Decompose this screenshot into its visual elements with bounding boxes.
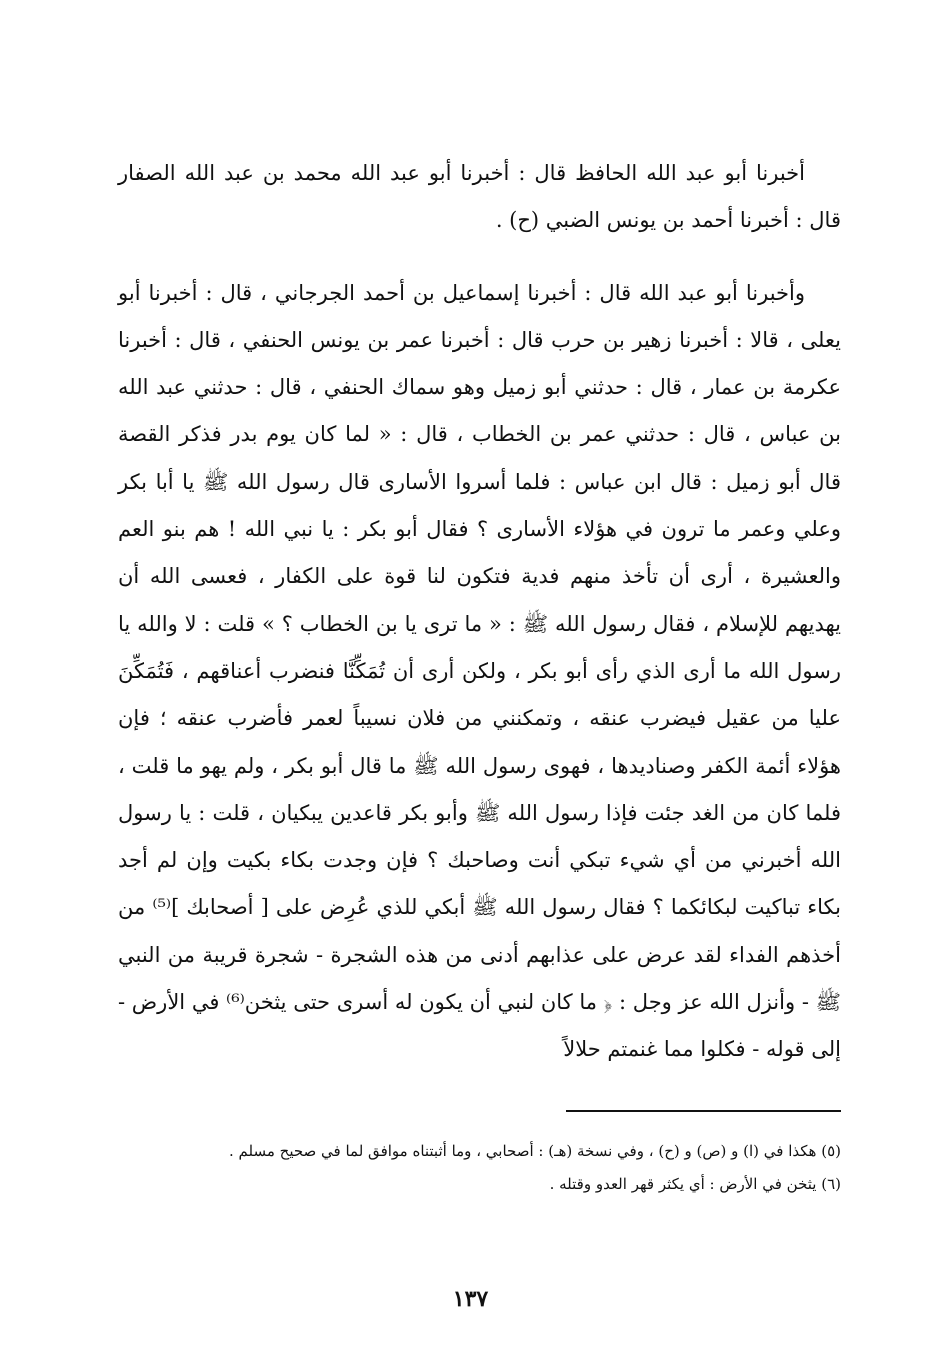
footnote-6: (٦) يثخن في الأرض : أي يكثر قهر العدو وقتله . (549, 1175, 841, 1193)
footnote-separator (566, 1110, 841, 1112)
paragraph-hadith: وأخبرنا أبو عبد الله قال : أخبرنا إسماعيل بن أحمد الجرجاني ، قال : أخبرنا أبو يعلى ، قالا : أخبرنا زهير بن حرب قال : أخبرنا عمر بن يونس الحنفي ، قال : أخبرنا عكرمة بن عمار ، قال : حدثني أبو زميل وهو سماك الحنفي ، قال : حدثني عبد الله بن عباس ، قال : حدثني عمر بن الخطاب ، قال : « لما كان يوم بدر فذكر القصة قال أبو زميل : قال ابن عباس : فلما أسروا الأسارى قال رسول الله ﷺ يا أبا بكر وعلي وعمر ما ترون في هؤلاء الأسارى ؟ فقال أبو بكر : يا نبي الله ! هم بنو العم والعشيرة ، أرى أن تأخذ منهم فدية فتكون لنا قوة على الكفار ، فعسى الله أن يهديهم للإسلام ، فقال رسول الله ﷺ : « ما ترى يا بن الخطاب ؟ » قلت : لا والله يا رسول الله ما أرى الذي رأى أبو بكر ، ولكن أرى أن تُمَكِّنَّا فنضرب أعناقهم ، فَتُمَكِّنَ عليا من عقيل فيضرب عنقه ، وتمكنني من فلان نسيباً لعمر فأضرب عنقه ؛ فإن هؤلاء أئمة الكفر وصناديدها ، فهوى رسول الله ﷺ ما قال أبو بكر ، ولم يهو ما قلت ، فلما كان من الغد جئت فإذا رسول الله ﷺ وأبو بكر قاعدين يبكيان ، قلت : يا رسول الله أخبرني من أي شيء تبكي أنت وصاحبك ؟ فإن وجدت بكاء بكيت وإن لم أجد بكاء تباكيت لبكائكما ؟ فقال رسول الله ﷺ أبكي للذي عُرِض على [ أصحابك ]⁽⁵⁾ من أخذهم الفداء لقد عرض على عذابهم أدنى من هذه الشجرة - شجرة قريبة من النبي ﷺ - وأنزل الله عز وجل : ﴿ ما كان لنبي أن يكون له أسرى حتى يثخن⁽⁶⁾ في الأرض - إلى قوله - فكلوا مما غنمتم حلالاً (118, 280, 841, 1062)
footnote-5: (٥) هكذا في (ا) و (ص) و (ح) ، وفي نسخة (هـ) : أصحابي ، وما أثبتناه موافق لما في صحيح مسلم . (228, 1142, 841, 1160)
footnotes (118, 1135, 841, 1201)
page-number: ١٣٧ (452, 1286, 489, 1312)
paragraph-isnad-1: أخبرنا أبو عبد الله الحافظ قال : أخبرنا أبو عبد الله محمد بن عبد الله الصفار قال : أخبرنا أحمد بن يونس الضبي (ح) . (118, 161, 841, 233)
main-text (118, 150, 841, 1074)
